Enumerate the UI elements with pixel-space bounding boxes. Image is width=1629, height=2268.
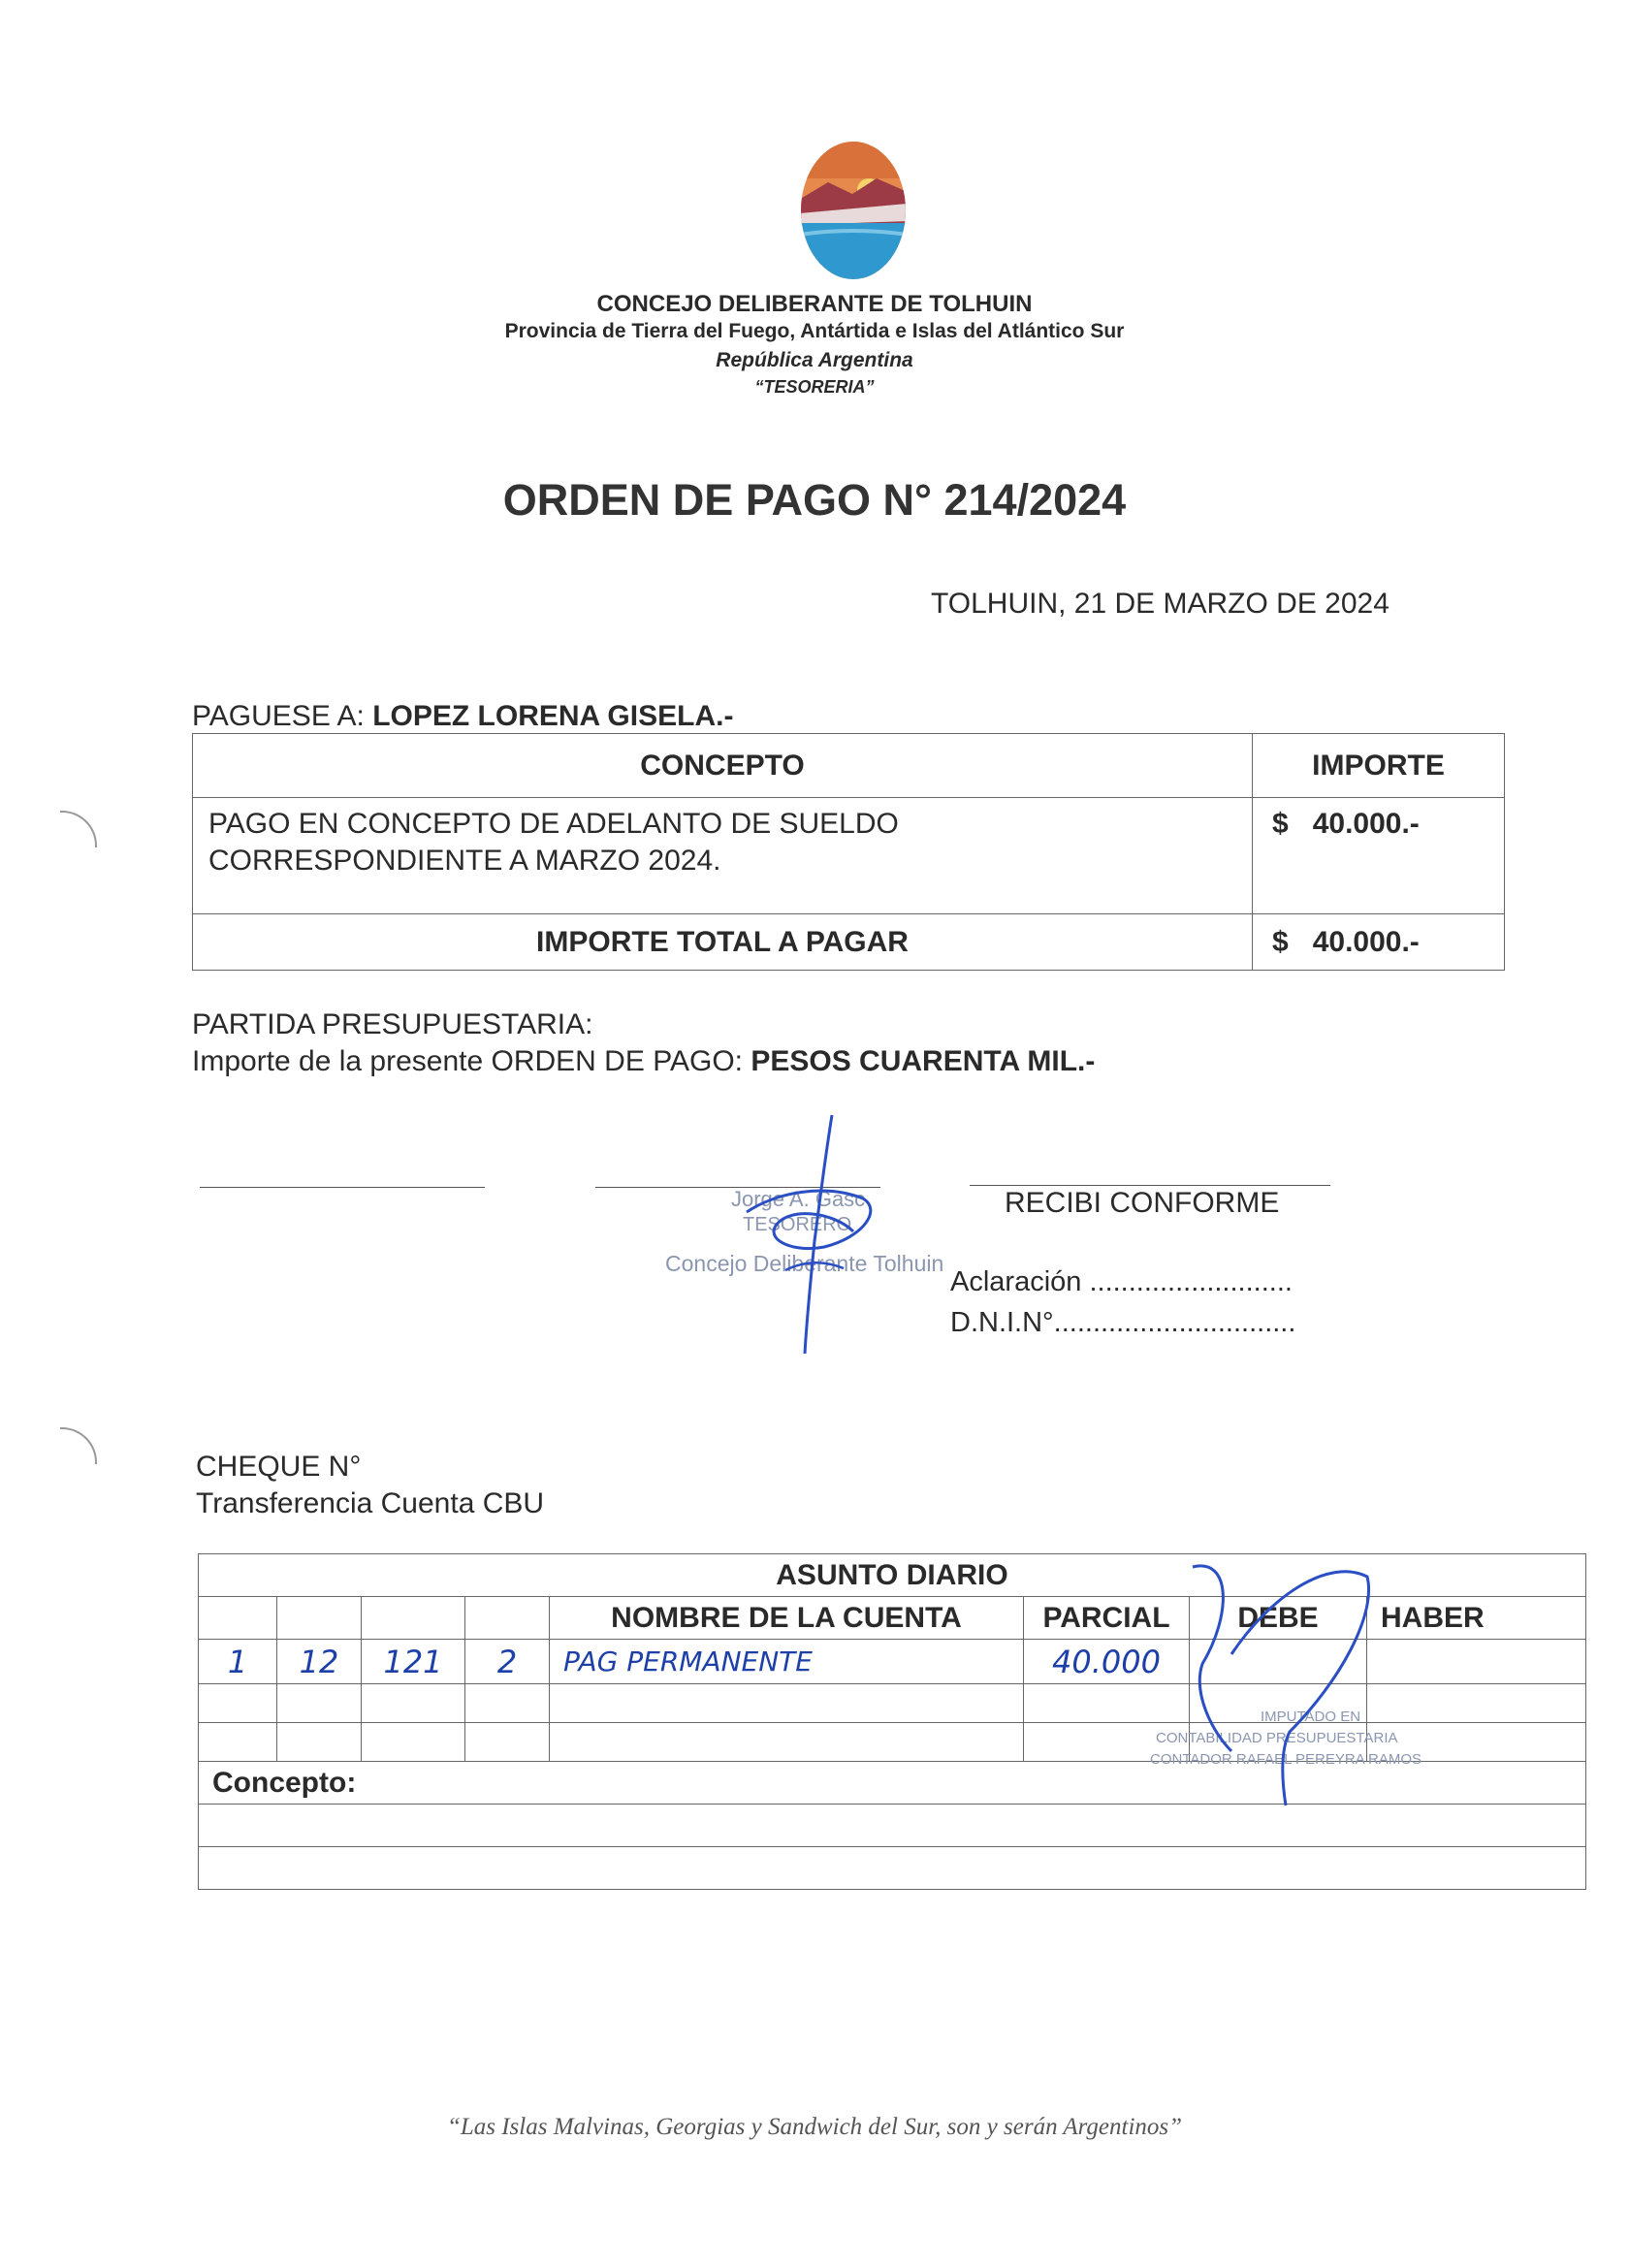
province-line: Provincia de Tierra del Fuego, Antártida e Islas del Atlántico Sur xyxy=(504,320,1125,342)
code-cell: 12 xyxy=(277,1640,362,1684)
cheque-label: CHEQUE N° xyxy=(196,1451,362,1483)
account-header: NOMBRE DE LA CUENTA xyxy=(550,1597,1024,1640)
signature-line xyxy=(200,1187,485,1188)
total-amount: 40.000.- xyxy=(1312,925,1420,958)
transfer-label: Transferencia Cuenta CBU xyxy=(196,1487,545,1519)
payee-name: LOPEZ LORENA GISELA.- xyxy=(372,700,734,732)
concept-label: Concepto: xyxy=(199,1762,1586,1805)
handwritten-initials-icon xyxy=(1173,1557,1387,1809)
country-line: República Argentina xyxy=(716,349,913,371)
total-label: IMPORTE TOTAL A PAGAR xyxy=(193,914,1253,971)
empty-cell xyxy=(1367,1684,1586,1723)
payee-line xyxy=(192,700,733,733)
aclaracion-field: Aclaración .......................... xyxy=(950,1266,1293,1297)
currency-symbol: $ xyxy=(1272,808,1289,840)
stamp-name: Jorge A. Gasc xyxy=(731,1187,866,1211)
empty-row xyxy=(199,1805,1586,1847)
empty-cell xyxy=(362,1723,465,1762)
empty-cell xyxy=(277,1684,362,1723)
footer-motto: “Las Islas Malvinas, Georgias y Sandwich del Sur, son y serán Argentinos” xyxy=(446,2114,1183,2140)
code-header-cell xyxy=(199,1597,277,1640)
accounting-stamp-line: CONTABILIDAD PRESUPUESTARIA xyxy=(1156,1730,1398,1746)
amount-value: 40.000.- xyxy=(1312,808,1420,840)
dni-field: D.N.I.N°............................... xyxy=(950,1307,1296,1338)
budget-amount-prefix: Importe de la presente ORDEN DE PAGO: xyxy=(192,1045,743,1077)
stamp-org: Concejo Deliberante Tolhuin xyxy=(665,1251,944,1276)
org-name: CONCEJO DELIBERANTE DE TOLHUIN xyxy=(596,291,1033,317)
empty-cell xyxy=(1024,1684,1190,1723)
partial-header: PARCIAL xyxy=(1024,1597,1190,1640)
empty-cell xyxy=(362,1684,465,1723)
journal-title: ASUNTO DIARIO xyxy=(199,1554,1586,1597)
stamp-role: TESORERO xyxy=(743,1214,852,1235)
empty-cell xyxy=(465,1684,550,1723)
code-header-cell xyxy=(277,1597,362,1640)
date-line: TOLHUIN, 21 DE MARZO DE 2024 xyxy=(931,588,1389,620)
concept-table xyxy=(192,733,1505,971)
budget-label: PARTIDA PRESUPUESTARIA: xyxy=(192,1008,593,1040)
code-cell: 2 xyxy=(465,1640,550,1684)
concept-header: CONCEPTO xyxy=(193,734,1253,798)
department-line: “TESORERIA” xyxy=(754,377,875,397)
concept-line-1: PAGO EN CONCEPTO DE ADELANTO DE SUELDO xyxy=(208,808,899,840)
empty-cell xyxy=(550,1723,1024,1762)
empty-cell xyxy=(199,1723,277,1762)
partial-cell: 40.000 xyxy=(1024,1640,1190,1684)
budget-amount-words: PESOS CUARENTA MIL.- xyxy=(751,1045,1096,1077)
received-label: RECIBI CONFORME xyxy=(1005,1187,1280,1219)
code-header-cell xyxy=(362,1597,465,1640)
credit-header: HABER xyxy=(1367,1597,1586,1640)
punch-hole-mark xyxy=(60,1427,97,1464)
punch-hole-mark xyxy=(60,811,97,847)
empty-cell xyxy=(277,1723,362,1762)
amount-header: IMPORTE xyxy=(1253,734,1505,798)
payee-label: PAGUESE A: xyxy=(192,700,365,732)
code-header-cell xyxy=(465,1597,550,1640)
amount-cell xyxy=(1253,798,1505,914)
account-cell: PAG PERMANENTE xyxy=(550,1640,1024,1684)
concept-line-2: CORRESPONDIENTE A MARZO 2024. xyxy=(208,845,721,877)
concept-cell xyxy=(193,798,1253,914)
credit-cell xyxy=(1367,1640,1586,1684)
signature-line xyxy=(970,1185,1330,1186)
signature-icon xyxy=(718,1105,892,1358)
logo-icon xyxy=(799,140,908,281)
empty-row xyxy=(199,1847,1586,1890)
code-cell: 1 xyxy=(199,1640,277,1684)
accounting-stamp-line: CONTADOR RAFAEL PEREYRA RAMOS xyxy=(1150,1751,1422,1768)
empty-cell xyxy=(199,1684,277,1723)
empty-cell xyxy=(550,1684,1024,1723)
accounting-stamp-line: IMPUTADO EN xyxy=(1261,1709,1361,1725)
budget-amount-line xyxy=(192,1045,1095,1078)
total-currency: $ xyxy=(1272,925,1289,958)
empty-cell xyxy=(465,1723,550,1762)
code-cell: 121 xyxy=(362,1640,465,1684)
debit-header: DEBE xyxy=(1190,1597,1367,1640)
page-title: ORDEN DE PAGO N° 214/2024 xyxy=(502,475,1127,525)
total-cell xyxy=(1253,914,1505,971)
